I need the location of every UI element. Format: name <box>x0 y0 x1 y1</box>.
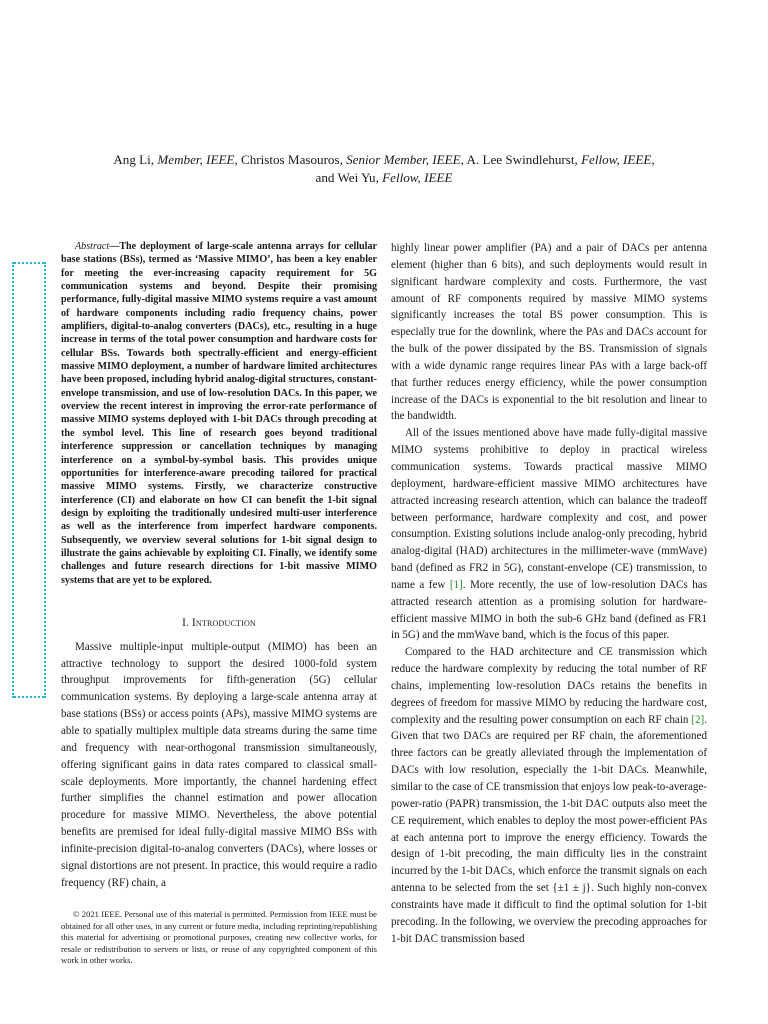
abstract-text: —The deployment of large-scale antenna arrays for cellular base stations (BSs), termed as ‘Massive MIMO’, has been a key enabler for meeting the ever-increasing capacity requirement for 5G communication systems and beyond. Despite their promising performance, fully-digital massive MIMO systems require a vast amount of hardware components including radio frequency chains, power amplifiers, digital-to-analog converters (DACs), etc., resulting in a huge increase in terms of the total power consumption and hardware costs for cellular BSs. Towards both spectrally-efficient and energy-efficient massive MIMO deployment, a number of hardware limited architectures have been proposed, including hybrid analog-digital structures, constant-envelope transmission, and use of low-resolution DACs. In this paper, we overview the recent interest in improving the error-rate performance of massive MIMO systems deployed with 1-bit DACs through precoding at the symbol level. This line of research goes beyond traditional interference suppression or cancellation techniques by managing interference on a symbol-by-symbol basis. This provides unique opportunities for interference-aware precoding tailored for practical massive MIMO systems. Firstly, we characterize constructive interference (CI) and elaborate on how CI can benefit the 1-bit signal design by exploiting the traditionally undesired multi-user interference as well as the interference from imperfect hardware components. Subsequently, we overview several solutions for 1-bit signal design to illustrate the gains achievable by exploiting CI. Finally, we identify some challenges and future research directions for 1-bit massive MIMO systems that are yet to be explored. <box>61 241 377 586</box>
body-paragraph: highly linear power amplifier (PA) and a pair of DACs per antenna element (higher than 6 bits), and such deployments would result in significant hardware complexity and costs. Furthermore, the vast amount of RF components required by massive MIMO systems significantly increases the total BS power consumption. This is especially true for the downlink, where the PAs and DACs account for the bulk of the power dissipated by the BS. Transmission of signals with a wide dynamic range requires linear PAs with a large back-off that further reduces energy efficiency, while the power consumption increase of the DACs is exponential to the bit resolution and linear to the bandwidth. <box>391 242 707 423</box>
author-name: , A. Lee Swindlehurst, <box>460 152 582 167</box>
right-column <box>391 240 707 947</box>
body-paragraph <box>391 644 707 947</box>
paragraph-text: . Given that two DACs are required per RF chain, the aforementioned three factors can be greatly alleviated through the implementation of DACs with low resolution, especially the 1-bit DACs. Meanwhile, similar to the case of CE transmission that enjoys low peak-to-average-power-ratio (PAPR) transmission, the 1-bit DAC outputs also meet the CE requirement, which enables to deploy the most power-efficient PAs at each antenna port to improve the energy efficiency. Towards the design of 1-bit precoding, the main difficulty lies in the constraint incurred by the 1-bit DACs, which enforce the transmit signals on each antenna to be selected from the set {±1 ± j}. Such highly non-convex constraints have made it difficult to find the optimal solution for 1-bit precoding. In the following, we overview the precoding approaches for 1-bit DAC transmission based <box>391 713 707 945</box>
section-title: Introduction <box>192 616 256 629</box>
body-paragraph <box>391 425 707 644</box>
author-name: Ang Li, <box>113 152 158 167</box>
author-title: Senior Member, IEEE <box>346 152 461 167</box>
margin-annotation-marks <box>12 262 46 698</box>
intro-paragraph: Massive multiple-input multiple-output (MIMO) has been an attractive technology to support the desired 1000-fold system throughput improvements for fifth-generation (5G) cellular communication systems. By deploying a large-scale antenna array at base stations (BSs) or access points (APs), massive MIMO systems are able to spatially multiplex multiple data streams during the same time and frequency with near-orthogonal transmission simultaneously, offering significant gains in data rates compared to classical small-scale deployments. More importantly, the channel hardening effect further simplifies the channel estimation and power allocation procedure for massive MIMO. Nevertheless, the above potential benefits are premised for ideal fully-digital massive MIMO BSs with infinite-precision digital-to-analog converters (DACs), where losses or signal distortions are not present. In practice, this would require a radio frequency (RF) chain, a <box>61 640 377 889</box>
paragraph-text: All of the issues mentioned above have made fully-digital massive MIMO systems prohibitive to deploy in practical wireless communication systems. Towards practical massive MIMO deployment, hardware-efficient massive MIMO architectures have attracted increasing research attention, which can balance the tradeoff between performance, hardware complexity and cost, and power consumption. Existing solutions include analog-only precoding, hybrid analog-digital (HAD) architectures in the millimeter-wave (mmWave) band (defined as FR2 in 5G), constant-envelope (CE) transmission, to name a few <box>391 427 707 591</box>
author-list <box>60 151 708 187</box>
author-name: , Christos Masouros, <box>234 152 347 167</box>
section-heading-introduction <box>61 615 377 632</box>
author-separator: , <box>651 152 655 167</box>
author-title: Fellow, IEEE <box>382 170 453 185</box>
citation-link[interactable]: [1] <box>449 578 463 591</box>
author-title: Member, IEEE <box>157 152 235 167</box>
abstract <box>61 240 377 587</box>
left-column <box>61 240 377 891</box>
section-number: I. <box>182 616 192 629</box>
author-name: and Wei Yu, <box>315 170 383 185</box>
abstract-label: Abstract <box>75 241 110 252</box>
paragraph-text: . More recently, the use of low-resolution DACs has attracted research attention as a promising solution for hardware-efficient massive MIMO in both the sub-6 GHz band (defined as FR1 in 5G) and the mmWave band, which is the focus of this paper. <box>391 578 707 642</box>
citation-link[interactable]: [2] <box>691 713 705 726</box>
paragraph-text: Compared to the HAD architecture and CE transmission which reduce the hardware complexity by reducing the total number of RF chains, implementing low-resolution DACs retains the benefits in degrees of freedom for massive MIMO by reducing the hardware cost, complexity and the resulting power consumption on each RF chain <box>391 646 707 726</box>
copyright-footnote: © 2021 IEEE. Personal use of this material is permitted. Permission from IEEE must be obtained for all other uses, in any current or future media, including reprinting/republishing this material for advertising or promotional purposes, creating new collective works, for resale or redistribution to servers or lists, or reuse of any copyrighted component of this work in other works. <box>61 909 377 966</box>
author-title: Fellow, IEEE <box>581 152 652 167</box>
